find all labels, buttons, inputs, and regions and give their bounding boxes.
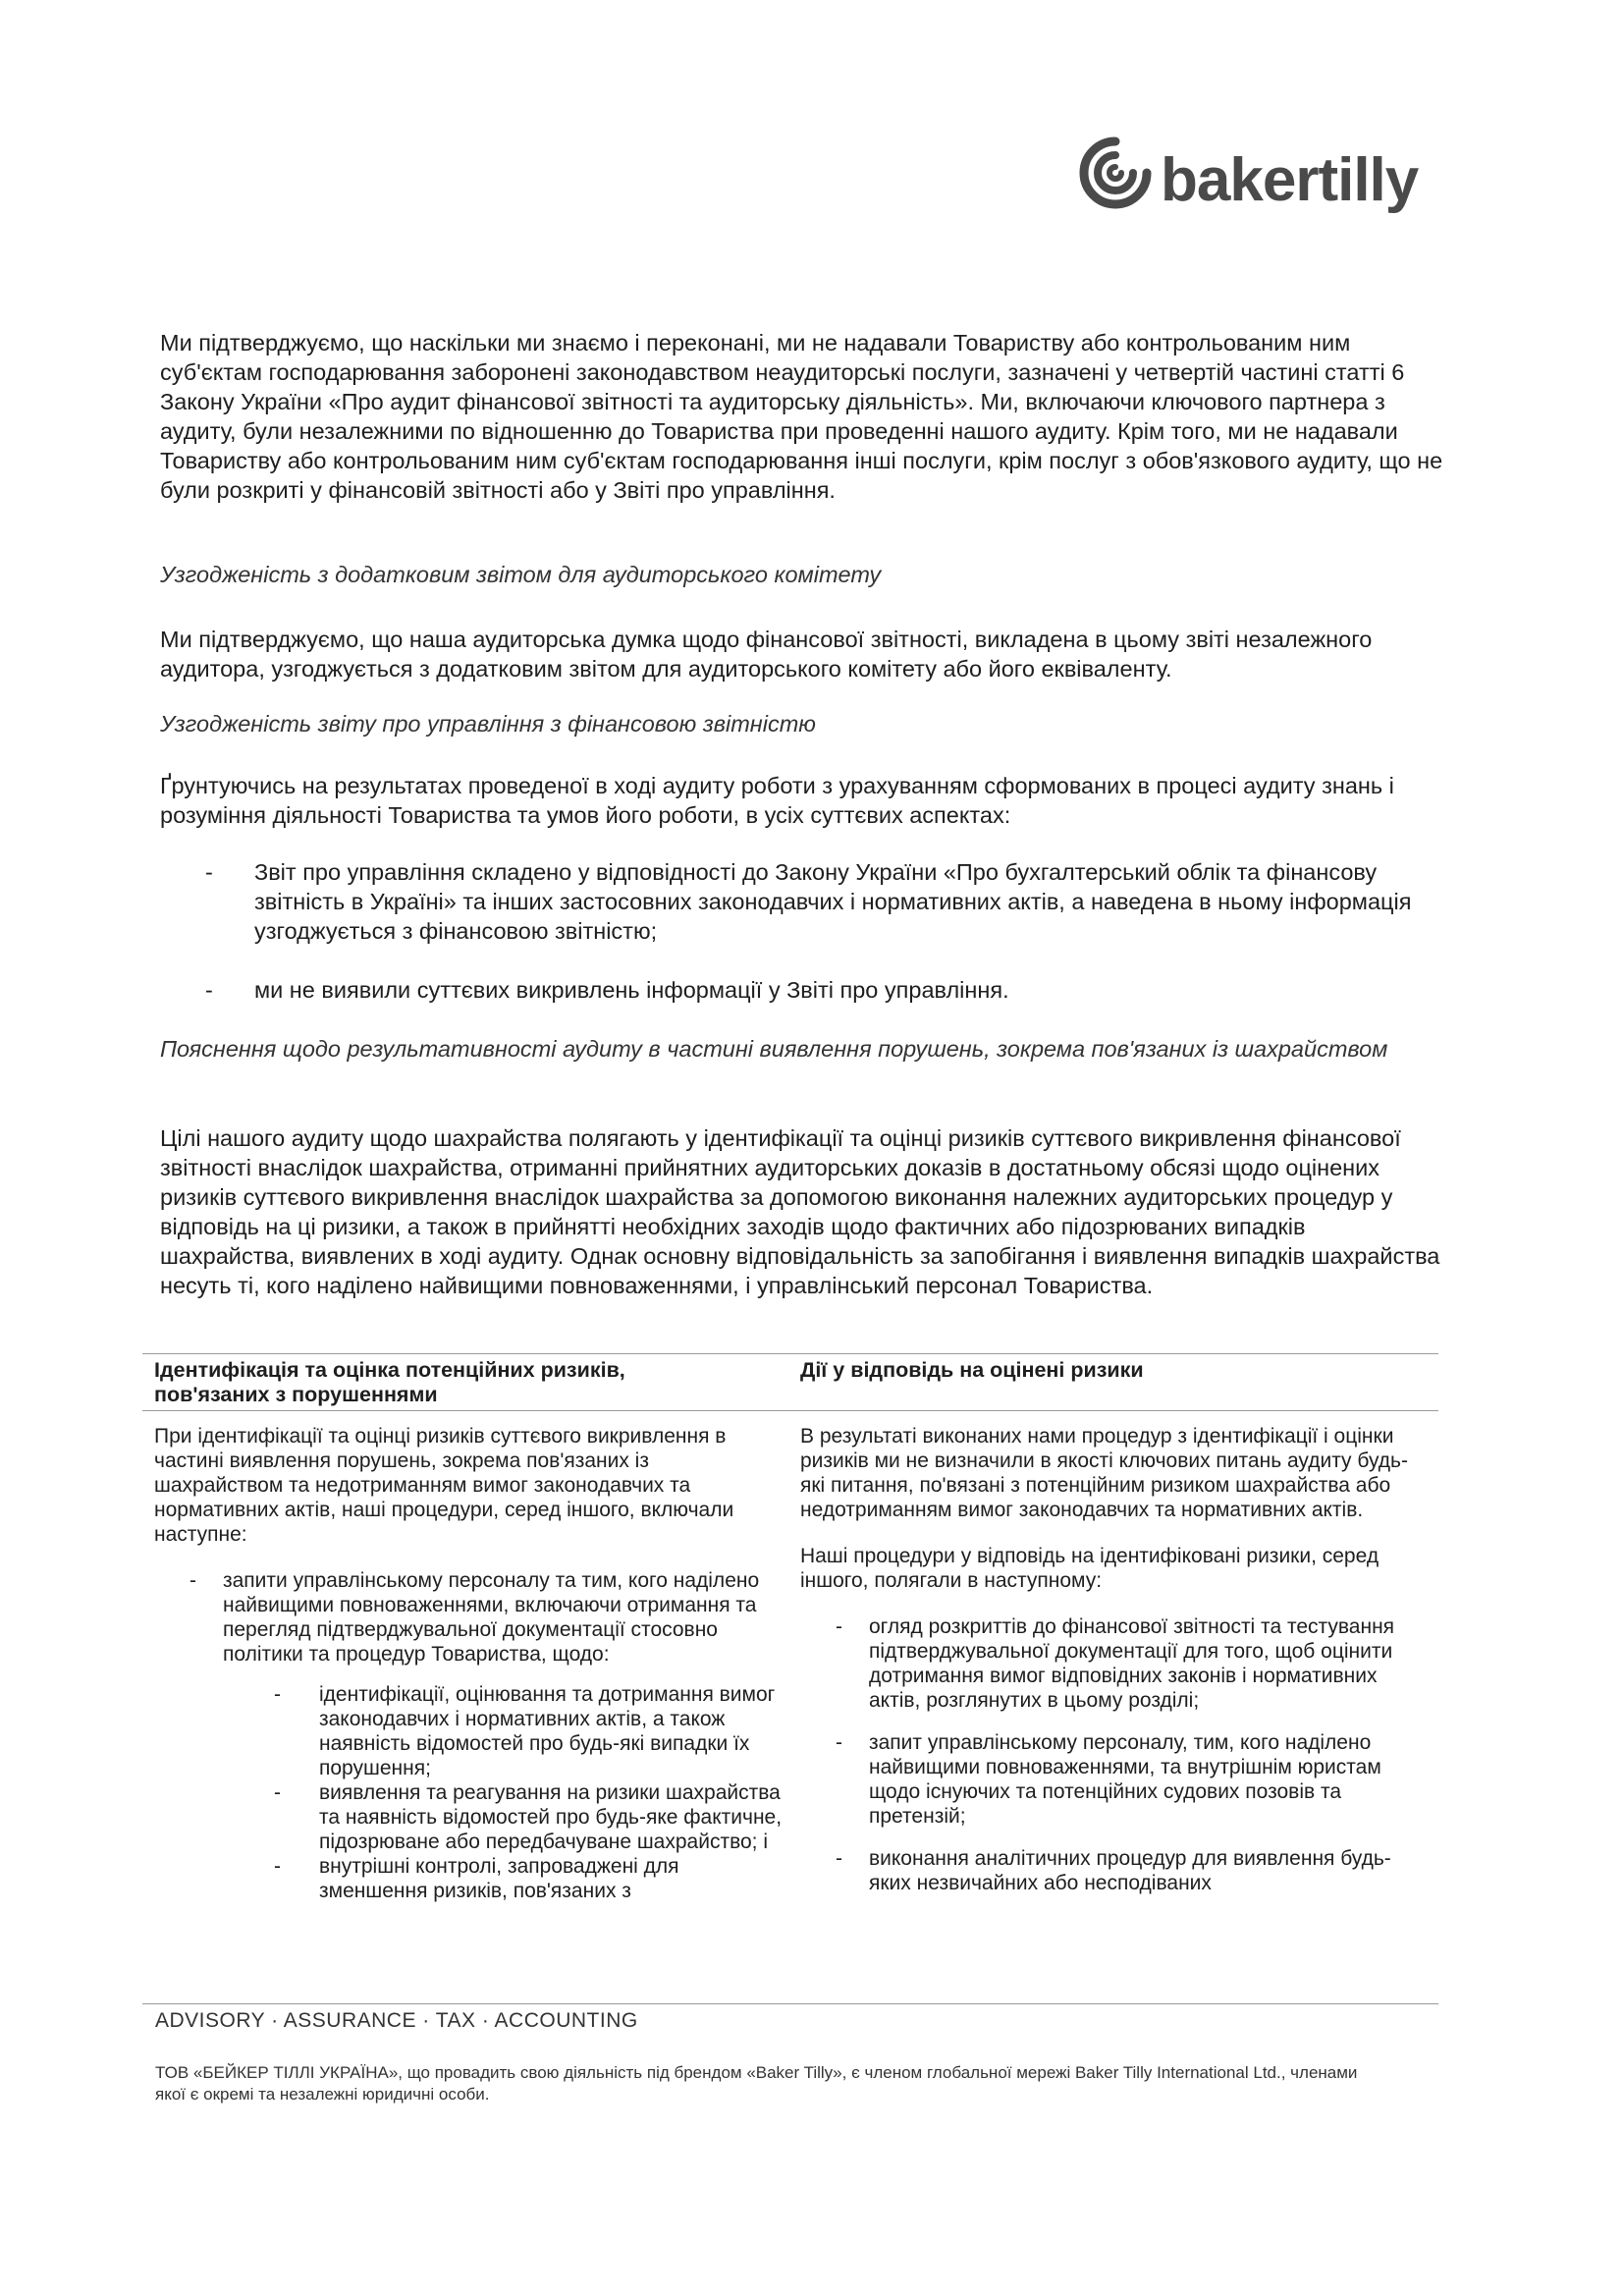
list-item-text: огляд розкриттів до фінансової звітності та тестування підтверджувальної документації для того, щоб оцінити дотримання вимог відповідних законів і нормативних актів, розглянутих в цьому розділі;	[869, 1615, 1395, 1712]
table-right-header: Дії у відповідь на оцінені ризики	[800, 1358, 1144, 1382]
left-intro: При ідентифікації та оцінці ризиків суттєвого викривлення в частині виявлення порушень, зокрема пов'язаних із шахрайством та недотриманням вимог законодавчих та нормативних актів, наші процедури, серед іншого, включали наступне:	[154, 1425, 734, 1546]
list-item	[800, 1846, 1429, 1895]
audit-committee-paragraph: Ми підтверджуємо, що наша аудиторська думка щодо фінансової звітності, викладена в цьому звіті незалежного аудитора, узгоджується з додатковим звітом для аудиторського комітету або його еквіваленту.	[160, 627, 1373, 682]
table-left-header: Ідентифікація та оцінка потенційних ризиків, пов'язаних з порушеннями	[154, 1358, 625, 1406]
dash-bullet-icon: -	[274, 1683, 281, 1706]
dash-bullet-icon: -	[836, 1615, 842, 1638]
table-left-column	[154, 1424, 783, 1921]
list-item-text: запити управлінському персоналу та тим, кого наділено найвищими повноваженнями, включаючи отримання та перегляд підтверджувальної документації стосовно політики та процедур Товариства, щодо:	[223, 1569, 760, 1666]
nested-list	[223, 1682, 783, 1903]
management-report-heading: Узгодженість звіту про управління з фінансовою звітністю	[160, 711, 816, 737]
list-item	[274, 1780, 783, 1854]
footer-rule	[142, 2003, 1438, 2004]
footer-tagline: ADVISORY · ASSURANCE · TAX · ACCOUNTING	[155, 2009, 638, 2032]
list-item	[274, 1854, 783, 1903]
list-item	[154, 1568, 783, 1903]
list-item-text: Звіт про управління складено у відповідності до Закону України «Про бухгалтерський облік та фінансову звітність в Україні» та інших застосовних законодавчих і нормативних актів, а наведена в ньому інформація узгоджується з фінансовою звітністю;	[254, 859, 1412, 944]
list-item-text: виконання аналітичних процедур для виявлення будь-яких незвичайних або несподіваних	[869, 1847, 1391, 1894]
management-report-paragraph: Ґрунтуючись на результатах проведеної в ході аудиту роботи з урахуванням сформованих в процесі аудиту знань і розуміння діяльності Товариства та умов його роботи, в усіх суттєвих аспектах:	[160, 773, 1394, 828]
list-item	[160, 857, 1446, 946]
fraud-heading: Пояснення щодо результативності аудиту в частині виявлення порушень, зокрема пов'язаних із шахрайством	[160, 1036, 1388, 1062]
audit-committee-heading: Узгодженість з додатковим звітом для аудиторського комітету	[160, 562, 882, 587]
footer-legal-note: ТОВ «БЕЙКЕР ТІЛЛІ УКРАЇНА», що провадить свою діяльність під брендом «Baker Tilly», є членом глобальної мережі Baker Tilly International Ltd., членами якої є окремі та незалежні юридичні особи.	[155, 2063, 1358, 2104]
dash-bullet-icon: -	[205, 859, 213, 885]
fraud-paragraph: Цілі нашого аудиту щодо шахрайства полягають у ідентифікації та оцінці ризиків суттєвого викривлення фінансової звітності внаслідок шахрайства, отриманні прийнятних аудиторських доказів в достатньому обсязі щодо оцінених ризиків суттєвого викривлення внаслідок шахрайства за допомогою виконання належних аудиторських процедур у відповідь на ці ризики, а також в прийнятті необхідних заходів щодо фактичних або підозрюваних випадків шахрайства, виявлених в ході аудиту. Однак основну відповідальність за запобігання і виявлення випадків шахрайства несуть ті, кого наділено найвищими повноваженнями, і управлінський персонал Товариства.	[160, 1125, 1440, 1298]
logo-wordmark: bakertilly	[1161, 146, 1419, 214]
bakertilly-swirl-logo-icon	[1076, 134, 1155, 212]
table-top-rule	[142, 1353, 1438, 1354]
list-item-text: виявлення та реагування на ризики шахрайства та наявність відомостей про будь-яке фактичне, підозрюване або передбачуване шахрайство; і	[319, 1781, 783, 1853]
management-report-bullets	[160, 857, 1446, 1034]
dash-bullet-icon: -	[836, 1847, 842, 1870]
right-intro: В результаті виконаних нами процедур з ідентифікації і оцінки ризиків ми не визначили в якості ключових питань аудиту будь-які питання, по'вязані з потенційним ризиком шахрайства або недотриманням вимог законодавчих та нормативних актів.	[800, 1425, 1408, 1521]
dash-bullet-icon: -	[189, 1569, 196, 1592]
list-item	[800, 1614, 1429, 1713]
bakertilly-logo	[1076, 126, 1449, 234]
dash-bullet-icon: -	[274, 1855, 281, 1878]
dash-bullet-icon: -	[274, 1781, 281, 1804]
list-item	[160, 975, 1446, 1005]
dash-bullet-icon: -	[836, 1731, 842, 1754]
independence-paragraph: Ми підтверджуємо, що наскільки ми знаємо і переконані, ми не надавали Товариству або контрольованим ним суб'єктам господарювання заборонені законодавством неаудиторські послуги, зазначені у четвертій частині статті 6 Закону України «Про аудит фінансової звітності та аудиторську діяльність». Ми, включаючи ключового партнера з аудиту, були незалежними по відношенню до Товариства при проведенні нашого аудиту. Крім того, ми не надавали Товариству або контрольованим ним суб'єктам господарювання інші послуги, крім послуг з обов'язкового аудиту, що не були розкриті у фінансовій звітності або у Звіті про управління.	[160, 330, 1443, 503]
list-item-text: внутрішні контролі, запроваджені для зменшення ризиків, пов'язаних з	[319, 1855, 679, 1902]
table-right-column	[800, 1424, 1429, 1913]
risk-table	[142, 1353, 1438, 2011]
list-item	[800, 1730, 1429, 1829]
list-item	[274, 1682, 783, 1780]
dash-bullet-icon: -	[205, 977, 213, 1003]
list-item-text: ми не виявили суттєвих викривлень інформації у Звіті про управління.	[254, 977, 1009, 1003]
table-header-rule	[142, 1410, 1438, 1411]
list-item-text: ідентифікації, оцінювання та дотримання вимог законодавчих і нормативних актів, а також наявність відомостей про будь-які випадки їх порушення;	[319, 1683, 776, 1779]
right-intro-2: Наші процедури у відповідь на ідентифіковані ризики, серед іншого, полягали в наступному:	[800, 1545, 1380, 1592]
list-item-text: запит управлінському персоналу, тим, кого наділено найвищими повноваженнями, та внутрішнім юристам щодо існуючих та потенційних судових позовів та претензій;	[869, 1731, 1381, 1828]
